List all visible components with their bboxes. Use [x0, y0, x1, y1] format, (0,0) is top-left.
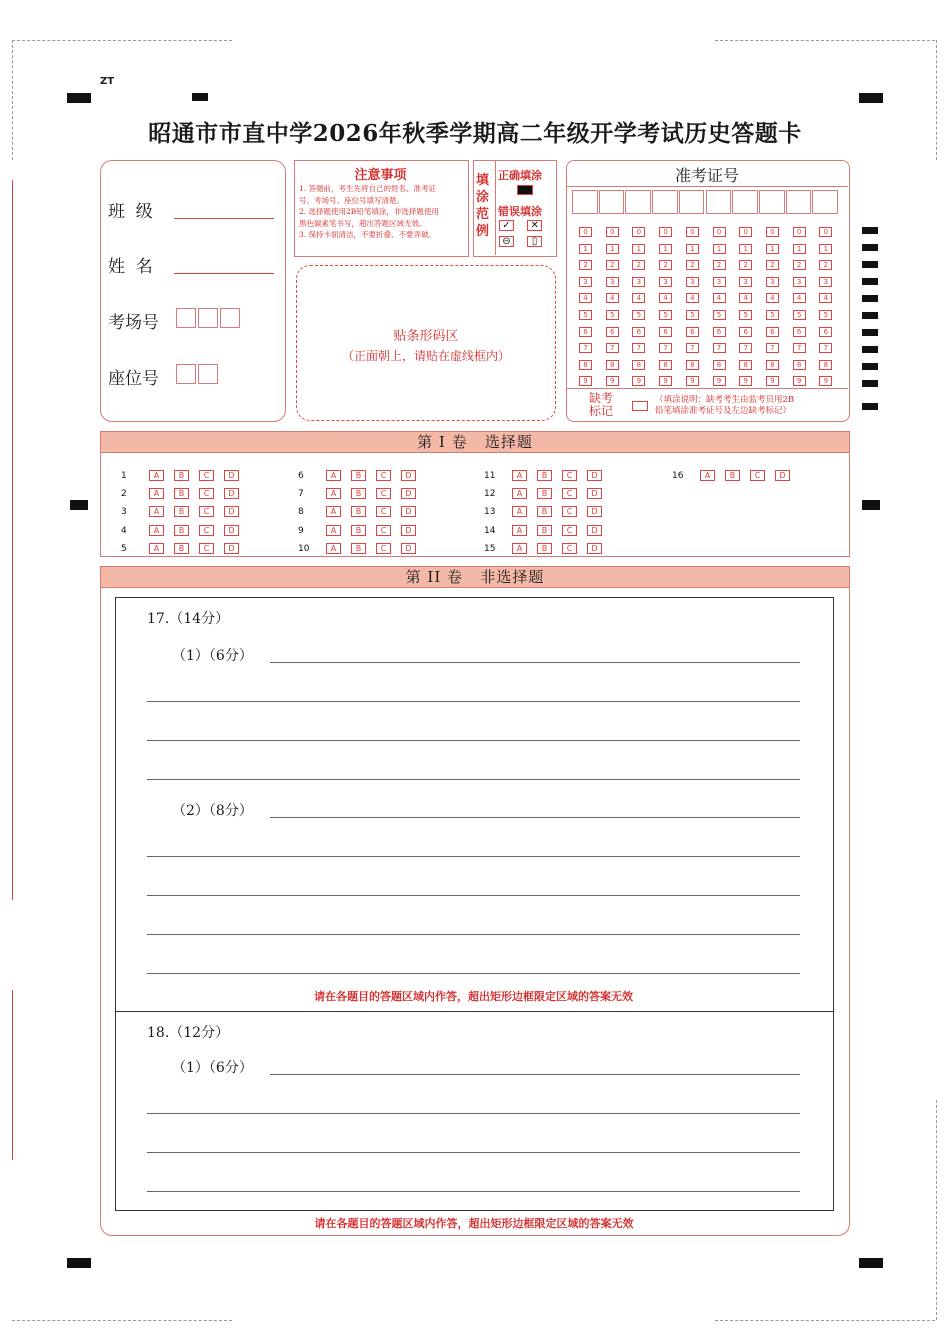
- exam-id-bubble[interactable]: 8: [766, 360, 779, 370]
- choice-bubble-d[interactable]: D: [587, 470, 602, 481]
- choice-bubble-b[interactable]: B: [174, 543, 189, 554]
- exam-id-bubble[interactable]: 3: [686, 277, 699, 287]
- exam-id-bubble[interactable]: 1: [766, 244, 779, 254]
- choice-bubble-b[interactable]: B: [351, 470, 366, 481]
- top-dashed-border-right: [715, 40, 935, 41]
- choice-row: [298, 481, 416, 500]
- choice-bubble-d[interactable]: D: [401, 470, 416, 481]
- positioning-mark: [859, 1258, 883, 1268]
- choice-bubble-b[interactable]: B: [174, 488, 189, 499]
- choice-row: [121, 536, 239, 555]
- exam-id-bubble[interactable]: 1: [713, 244, 726, 254]
- exam-id-bubble[interactable]: 3: [793, 277, 806, 287]
- choice-bubble-a[interactable]: A: [149, 488, 164, 499]
- exam-id-bubble[interactable]: 1: [739, 244, 752, 254]
- exam-id-bubble[interactable]: 4: [632, 293, 645, 303]
- exam-id-bubble[interactable]: 1: [632, 244, 645, 254]
- exam-id-bubble[interactable]: 8: [659, 360, 672, 370]
- answer-line[interactable]: [147, 740, 800, 741]
- timing-mark: [862, 295, 878, 302]
- seat-label: 座位号: [108, 369, 159, 389]
- answer-line[interactable]: [270, 817, 800, 818]
- question-number: 14: [484, 525, 496, 536]
- answer-warning: 请在各题目的答题区域内作答，超出矩形边框限定区域的答案无效: [314, 990, 633, 1003]
- positioning-mark: [862, 500, 880, 510]
- choice-bubble-a[interactable]: A: [512, 543, 527, 554]
- choice-row: [121, 481, 239, 500]
- exam-id-bubble[interactable]: 6: [659, 327, 672, 337]
- choice-bubble-b[interactable]: B: [174, 525, 189, 536]
- exam-id-bubble[interactable]: 0: [659, 227, 672, 237]
- choice-bubble-c[interactable]: C: [199, 525, 214, 536]
- choice-bubble-b[interactable]: B: [351, 488, 366, 499]
- exam-id-bubble[interactable]: 9: [659, 376, 672, 386]
- room-number-boxes[interactable]: [176, 307, 242, 328]
- barcode-subtitle: （正面朝上，请贴在虚线框内）: [341, 349, 510, 363]
- exam-id-bubble[interactable]: 4: [819, 293, 832, 303]
- answer-line[interactable]: [147, 973, 800, 974]
- choice-bubble-d[interactable]: D: [224, 488, 239, 499]
- positioning-mark: [70, 500, 88, 510]
- exam-id-bubble[interactable]: 5: [713, 310, 726, 320]
- exam-id-bubble[interactable]: 2: [819, 260, 832, 270]
- bottom-dashed-border-left: [12, 1320, 232, 1321]
- exam-id-bubble[interactable]: 0: [632, 227, 645, 237]
- name-field[interactable]: [174, 273, 274, 274]
- choice-bubble-a[interactable]: A: [149, 470, 164, 481]
- choice-bubble-b[interactable]: B: [174, 506, 189, 517]
- choice-row: [121, 463, 239, 482]
- choice-bubble-d[interactable]: D: [401, 525, 416, 536]
- strike-icon: ⊖: [499, 236, 514, 247]
- absent-note-line: 铅笔填涂准考证号及左边缺考标记）: [655, 406, 792, 416]
- choice-bubble-d[interactable]: D: [587, 525, 602, 536]
- question-number: 15: [484, 543, 496, 554]
- question-number: 3: [121, 507, 127, 518]
- choice-bubble-d[interactable]: D: [587, 488, 602, 499]
- exam-id-bubble[interactable]: 2: [632, 260, 645, 270]
- exam-id-bubble[interactable]: 6: [606, 327, 619, 337]
- exam-id-bubble[interactable]: 8: [632, 360, 645, 370]
- exam-id-bubble[interactable]: 5: [793, 310, 806, 320]
- answer-warning: 请在各题目的答题区域内作答，超出矩形边框限定区域的答案无效: [314, 1217, 634, 1230]
- q17-part1-label: （1）（6分）: [172, 648, 253, 664]
- choice-row: [298, 518, 416, 537]
- partial-icon: ▯: [527, 236, 542, 247]
- exam-id-digit-box[interactable]: [652, 190, 678, 214]
- exam-id-bubble[interactable]: 9: [686, 376, 699, 386]
- choice-bubble-d[interactable]: D: [587, 543, 602, 554]
- choice-bubble-c[interactable]: C: [376, 470, 391, 481]
- q17-part2-label: （2）（8分）: [172, 803, 253, 819]
- timing-mark: [862, 346, 878, 353]
- exam-id-bubble[interactable]: 6: [713, 327, 726, 337]
- question-number: 4: [121, 525, 127, 536]
- exam-id-bubble[interactable]: 7: [659, 343, 672, 353]
- positioning-mark: [192, 93, 208, 101]
- exam-id-bubble[interactable]: 8: [793, 360, 806, 370]
- exam-id-bubble[interactable]: 9: [579, 376, 592, 386]
- exam-id-bubble[interactable]: 7: [766, 343, 779, 353]
- exam-id-bubble[interactable]: 9: [819, 376, 832, 386]
- exam-id-bubble[interactable]: 8: [739, 360, 752, 370]
- exam-id-bubble[interactable]: 4: [713, 293, 726, 303]
- exam-id-bubble[interactable]: 2: [579, 260, 592, 270]
- choice-bubble-c[interactable]: C: [199, 488, 214, 499]
- choice-bubble-d[interactable]: D: [401, 543, 416, 554]
- choice-bubble-d[interactable]: D: [224, 506, 239, 517]
- exam-id-bubble[interactable]: 6: [579, 327, 592, 337]
- exam-id-bubble[interactable]: 5: [739, 310, 752, 320]
- exam-id-bubble[interactable]: 3: [819, 277, 832, 287]
- exam-id-bubble[interactable]: 3: [579, 277, 592, 287]
- exam-id-bubble[interactable]: 9: [713, 376, 726, 386]
- exam-id-bubble[interactable]: 1: [579, 244, 592, 254]
- exam-id-bubble[interactable]: 3: [606, 277, 619, 287]
- exam-id-digit-box[interactable]: [706, 190, 732, 214]
- choice-bubble-a[interactable]: A: [512, 470, 527, 481]
- choice-bubble-c[interactable]: C: [562, 506, 577, 517]
- notice-line: 3. 保持卡面清洁，不要折叠、不要弄破。: [299, 230, 437, 239]
- choice-row: [298, 536, 416, 555]
- choice-bubble-b[interactable]: B: [351, 525, 366, 536]
- exam-id-bubble[interactable]: 7: [713, 343, 726, 353]
- choice-row: [484, 536, 602, 555]
- exam-id-bubble[interactable]: 4: [579, 293, 592, 303]
- choice-bubble-a[interactable]: A: [149, 543, 164, 554]
- name-label: 姓 名: [108, 257, 153, 277]
- choice-row: [672, 463, 790, 482]
- exam-id-bubble[interactable]: 3: [739, 277, 752, 287]
- check-icon: ✓: [499, 220, 514, 231]
- answer-line[interactable]: [147, 1113, 800, 1114]
- exam-id-bubble[interactable]: 5: [632, 310, 645, 320]
- question-number: 12: [484, 489, 496, 500]
- choice-bubble-b[interactable]: B: [351, 543, 366, 554]
- exam-id-bubble[interactable]: 6: [766, 327, 779, 337]
- question-number: 16: [672, 471, 684, 481]
- wrong-fill-samples: [499, 220, 542, 248]
- absent-bubble[interactable]: [632, 401, 648, 411]
- choice-bubble-b[interactable]: B: [174, 470, 189, 481]
- exam-id-bubble[interactable]: 2: [793, 260, 806, 270]
- answer-line[interactable]: [270, 662, 800, 663]
- exam-id-bubble[interactable]: 5: [579, 310, 592, 320]
- class-field[interactable]: [174, 218, 274, 219]
- exam-id-bubble[interactable]: 3: [659, 277, 672, 287]
- positioning-mark: [859, 93, 883, 103]
- choice-bubble-c[interactable]: C: [376, 543, 391, 554]
- choice-bubble-c[interactable]: C: [750, 470, 765, 481]
- exam-id-digit-box[interactable]: [786, 190, 812, 214]
- positioning-mark: [67, 1258, 91, 1268]
- exam-id-bubble[interactable]: 0: [686, 227, 699, 237]
- answer-line[interactable]: [147, 934, 800, 935]
- choice-bubble-d[interactable]: D: [224, 470, 239, 481]
- exam-id-bubble[interactable]: 7: [579, 343, 592, 353]
- choice-bubble-d[interactable]: D: [587, 506, 602, 517]
- choice-bubble-b[interactable]: B: [537, 543, 552, 554]
- section2-banner: 第 II 卷 非选择题: [100, 566, 850, 588]
- choice-bubble-d[interactable]: D: [401, 506, 416, 517]
- choice-bubble-b[interactable]: B: [537, 506, 552, 517]
- timing-mark: [862, 278, 878, 285]
- answer-line[interactable]: [147, 701, 800, 702]
- choice-bubble-c[interactable]: C: [376, 506, 391, 517]
- question-number: 5: [121, 543, 127, 554]
- timing-mark: [862, 244, 878, 251]
- choice-bubble-d[interactable]: D: [401, 488, 416, 499]
- exam-id-bubble[interactable]: 4: [739, 293, 752, 303]
- right-dashed-border-lower: [936, 1100, 937, 1320]
- timing-mark: [862, 329, 878, 336]
- class-label: 班 级: [108, 202, 153, 222]
- question-number: 9: [298, 525, 304, 536]
- exam-id-header-line: [566, 186, 848, 187]
- exam-id-bubble[interactable]: 9: [766, 376, 779, 386]
- notice-line: 1. 答题前，考生先将自己的姓名、准考证: [299, 184, 437, 193]
- choice-bubble-d[interactable]: D: [224, 525, 239, 536]
- page-title: 昭通市市直中学2026年秋季学期高二年级开学考试历史答题卡: [148, 120, 802, 147]
- exam-id-digit-box[interactable]: [759, 190, 785, 214]
- timing-mark: [862, 380, 878, 387]
- correct-fill-sample: [517, 185, 533, 195]
- exam-id-bubble[interactable]: 5: [766, 310, 779, 320]
- absent-note-line: （填涂说明：缺考考生由监考员用2B: [655, 395, 795, 405]
- choice-bubble-a[interactable]: A: [149, 525, 164, 536]
- question-number: 8: [298, 507, 304, 518]
- exam-id-bubble[interactable]: 3: [766, 277, 779, 287]
- bottom-dashed-border-right: [715, 1320, 935, 1321]
- choice-bubble-b[interactable]: B: [537, 525, 552, 536]
- exam-id-bubble[interactable]: 8: [819, 360, 832, 370]
- exam-id-bubble[interactable]: 6: [739, 327, 752, 337]
- barcode-title: 贴条形码区: [393, 329, 459, 344]
- exam-id-bubble[interactable]: 1: [686, 244, 699, 254]
- fill-example-label: 填涂范例: [476, 173, 490, 239]
- exam-id-digit-box[interactable]: [679, 190, 705, 214]
- question-number: 7: [298, 489, 304, 500]
- answer-line[interactable]: [147, 1191, 800, 1192]
- wrong-fill-label: 错误填涂: [498, 205, 542, 218]
- choice-row: [121, 518, 239, 537]
- question-number: 6: [298, 471, 304, 481]
- exam-id-bubble[interactable]: 2: [659, 260, 672, 270]
- exam-id-bubble[interactable]: 4: [793, 293, 806, 303]
- exam-id-bubble[interactable]: 2: [686, 260, 699, 270]
- choice-bubble-c[interactable]: C: [562, 488, 577, 499]
- choice-bubble-a[interactable]: A: [512, 525, 527, 536]
- choice-bubble-a[interactable]: A: [326, 543, 341, 554]
- choice-row: [484, 518, 602, 537]
- choice-bubble-c[interactable]: C: [562, 470, 577, 481]
- exam-id-bubble[interactable]: 5: [606, 310, 619, 320]
- cross-icon: ✕: [527, 220, 542, 231]
- notice-line: 黑色碳素笔书写，超出答题区域无效。: [299, 218, 427, 228]
- exam-id-bubble[interactable]: 2: [766, 260, 779, 270]
- notice-lines: [299, 183, 439, 241]
- room-label: 考场号: [108, 313, 159, 333]
- choice-bubble-a[interactable]: A: [326, 488, 341, 499]
- positioning-mark: [67, 93, 91, 103]
- choice-row: [484, 481, 602, 500]
- choice-bubble-a[interactable]: A: [512, 506, 527, 517]
- choice-bubble-a[interactable]: A: [326, 525, 341, 536]
- exam-id-bubble[interactable]: 4: [766, 293, 779, 303]
- choice-bubble-a[interactable]: A: [700, 470, 715, 481]
- timing-mark: [862, 261, 878, 268]
- exam-id-bubble[interactable]: 9: [739, 376, 752, 386]
- choice-bubble-b[interactable]: B: [537, 488, 552, 499]
- exam-id-bubble[interactable]: 7: [793, 343, 806, 353]
- exam-id-bubble[interactable]: 7: [632, 343, 645, 353]
- exam-id-bubble[interactable]: 2: [606, 260, 619, 270]
- exam-id-bubble[interactable]: 0: [713, 227, 726, 237]
- exam-id-bubble[interactable]: 0: [579, 227, 592, 237]
- absent-label: 缺考标记: [589, 391, 614, 418]
- exam-id-bubble[interactable]: 8: [686, 360, 699, 370]
- exam-id-bubble[interactable]: 5: [686, 310, 699, 320]
- exam-id-bubble[interactable]: 4: [686, 293, 699, 303]
- choice-bubble-d[interactable]: D: [224, 543, 239, 554]
- exam-id-bubble[interactable]: 0: [739, 227, 752, 237]
- absent-note: [655, 395, 794, 417]
- exam-id-bubble[interactable]: 0: [819, 227, 832, 237]
- exam-id-bubble[interactable]: 6: [793, 327, 806, 337]
- notice-title: 注意事项: [354, 168, 407, 183]
- exam-id-bubble[interactable]: 0: [793, 227, 806, 237]
- exam-id-bubble[interactable]: 9: [606, 376, 619, 386]
- answer-line[interactable]: [147, 779, 800, 780]
- choice-bubble-a[interactable]: A: [326, 506, 341, 517]
- exam-id-bubble[interactable]: 4: [659, 293, 672, 303]
- choice-bubble-c[interactable]: C: [376, 525, 391, 536]
- left-edge-line: [12, 180, 13, 900]
- exam-id-bubble[interactable]: 3: [713, 277, 726, 287]
- q18-title: 18.（12分）: [147, 1025, 230, 1041]
- choice-row: [121, 499, 239, 518]
- exam-id-bubble[interactable]: 7: [606, 343, 619, 353]
- exam-id-bubble[interactable]: 0: [766, 227, 779, 237]
- choice-bubble-d[interactable]: D: [775, 470, 790, 481]
- exam-id-bubble[interactable]: 8: [579, 360, 592, 370]
- answer-line[interactable]: [270, 1074, 800, 1075]
- choice-bubble-b[interactable]: B: [725, 470, 740, 481]
- exam-id-bubble[interactable]: 1: [659, 244, 672, 254]
- choice-row: [298, 499, 416, 518]
- choice-bubble-c[interactable]: C: [199, 506, 214, 517]
- choice-bubble-b[interactable]: B: [351, 506, 366, 517]
- exam-id-bubble[interactable]: 5: [819, 310, 832, 320]
- choice-row: [298, 463, 416, 482]
- section1-banner: 第 I 卷 选择题: [100, 431, 850, 453]
- exam-id-bubble[interactable]: 1: [819, 244, 832, 254]
- exam-id-digit-box[interactable]: [625, 190, 651, 214]
- exam-id-bubble[interactable]: 5: [659, 310, 672, 320]
- q17-title: 17.（14分）: [147, 611, 230, 627]
- timing-mark: [862, 363, 878, 370]
- correct-fill-label: 正确填涂: [498, 169, 542, 182]
- choice-bubble-c[interactable]: C: [376, 488, 391, 499]
- exam-id-bubble[interactable]: 7: [819, 343, 832, 353]
- top-dashed-border-left: [12, 40, 232, 41]
- exam-id-digit-box[interactable]: [812, 190, 838, 214]
- answer-line[interactable]: [147, 895, 800, 896]
- exam-id-bubble[interactable]: 7: [686, 343, 699, 353]
- choice-bubble-c[interactable]: C: [562, 543, 577, 554]
- exam-id-bubble[interactable]: 2: [713, 260, 726, 270]
- question-number: 1: [121, 471, 127, 481]
- answer-line[interactable]: [147, 856, 800, 857]
- corner-code: ZT: [100, 76, 115, 87]
- exam-id-bubble[interactable]: 9: [632, 376, 645, 386]
- seat-number-boxes[interactable]: [176, 363, 220, 384]
- choice-row: [484, 463, 602, 482]
- exam-id-bubble[interactable]: 8: [713, 360, 726, 370]
- exam-id-bubble[interactable]: 4: [606, 293, 619, 303]
- exam-id-bubble[interactable]: 3: [632, 277, 645, 287]
- question-number: 11: [484, 471, 496, 481]
- exam-id-bubble[interactable]: 6: [632, 327, 645, 337]
- notice-line: 2. 选择题使用2B铅笔填涂，非选择题使用: [299, 207, 439, 216]
- timing-mark: [862, 312, 878, 319]
- exam-id-bubble[interactable]: 2: [739, 260, 752, 270]
- exam-id-bubble[interactable]: 6: [686, 327, 699, 337]
- exam-id-bubble[interactable]: 6: [819, 327, 832, 337]
- q18-part1-label: （1）（6分）: [172, 1060, 253, 1076]
- exam-id-bubble[interactable]: 1: [793, 244, 806, 254]
- question-number: 10: [298, 543, 310, 554]
- question-number: 2: [121, 489, 127, 500]
- choice-bubble-c[interactable]: C: [562, 525, 577, 536]
- exam-id-bubble[interactable]: 1: [606, 244, 619, 254]
- choice-bubble-a[interactable]: A: [149, 506, 164, 517]
- exam-id-digit-box[interactable]: [599, 190, 625, 214]
- exam-id-digit-box[interactable]: [572, 190, 598, 214]
- choice-bubble-b[interactable]: B: [537, 470, 552, 481]
- timing-mark: [862, 227, 878, 234]
- choice-bubble-a[interactable]: A: [512, 488, 527, 499]
- notice-line: 号、考场号、座位号填写清楚。: [299, 195, 404, 205]
- exam-id-bubble[interactable]: 8: [606, 360, 619, 370]
- choice-bubble-a[interactable]: A: [326, 470, 341, 481]
- timing-mark: [862, 403, 878, 410]
- choice-row: [484, 499, 602, 518]
- exam-id-bubble[interactable]: 0: [606, 227, 619, 237]
- answer-line[interactable]: [147, 1152, 800, 1153]
- exam-id-digit-box[interactable]: [732, 190, 758, 214]
- choice-bubble-c[interactable]: C: [199, 470, 214, 481]
- exam-id-title: 准考证号: [674, 166, 739, 185]
- exam-id-bubble[interactable]: 7: [739, 343, 752, 353]
- left-edge-line-lower: [12, 990, 13, 1160]
- choice-bubble-c[interactable]: C: [199, 543, 214, 554]
- exam-id-bubble[interactable]: 9: [793, 376, 806, 386]
- question-number: 13: [484, 507, 496, 518]
